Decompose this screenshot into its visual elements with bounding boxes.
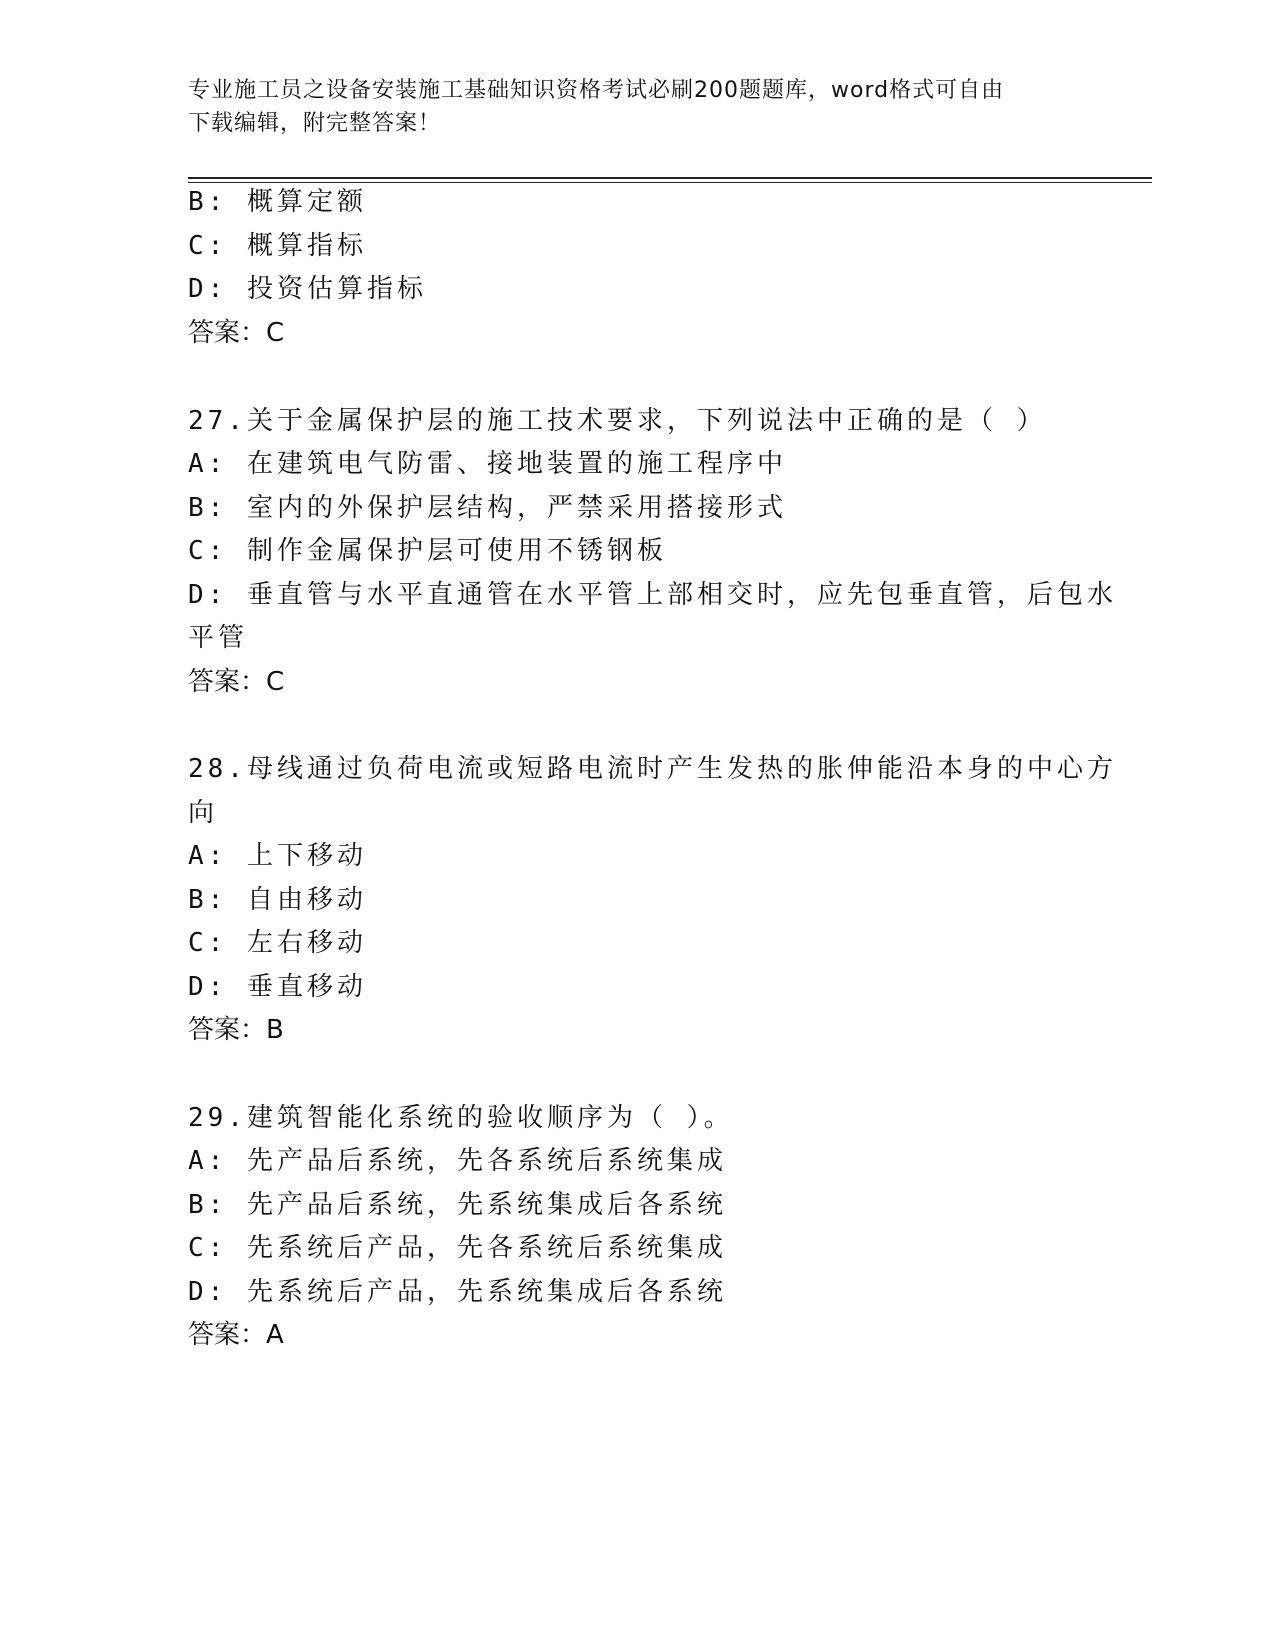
header-title-line2: 下载编辑，附完整答案！ <box>188 111 442 136</box>
q28-stem-line2: 向 <box>188 798 219 828</box>
q26-option-c: C: 概算指标 <box>188 231 367 261</box>
q29-answer: 答案：A <box>188 1320 284 1350</box>
q27-option-b: B: 室内的外保护层结构，严禁采用搭接形式 <box>188 493 787 523</box>
q26-answer: 答案：C <box>188 318 285 348</box>
q28-option-a: A: 上下移动 <box>188 841 367 871</box>
q27-option-d-line2: 平管 <box>188 623 249 653</box>
header-divider-thin <box>188 182 1152 183</box>
q26-option-d: D: 投资估算指标 <box>188 274 427 304</box>
q29-option-c: C: 先系统后产品，先各系统后系统集成 <box>188 1233 727 1263</box>
header-title-line1: 专业施工员之设备安装施工基础知识资格考试必刷200题题库，word格式可自由 <box>188 78 1005 103</box>
q29-stem: 29.建筑智能化系统的验收顺序为（ ）。 <box>188 1103 734 1133</box>
q28-option-b: B: 自由移动 <box>188 885 367 915</box>
q29-option-a: A: 先产品后系统，先各系统后系统集成 <box>188 1146 727 1176</box>
q29-option-d: D: 先系统后产品，先系统集成后各系统 <box>188 1277 727 1307</box>
q28-stem-line1: 28.母线通过负荷电流或短路电流时产生发热的胀伸能沿本身的中心方 <box>188 754 1117 784</box>
q26-option-b: B: 概算定额 <box>188 187 367 217</box>
q29-option-b: B: 先产品后系统，先系统集成后各系统 <box>188 1190 727 1220</box>
q27-answer: 答案：C <box>188 667 285 697</box>
q27-option-d-line1: D: 垂直管与水平直通管在水平管上部相交时，应先包垂直管，后包水 <box>188 580 1117 610</box>
header-divider-thick <box>188 177 1152 179</box>
q28-answer: 答案：B <box>188 1015 284 1045</box>
q27-option-c: C: 制作金属保护层可使用不锈钢板 <box>188 536 667 566</box>
q28-option-d: D: 垂直移动 <box>188 972 367 1002</box>
document-header <box>188 74 1078 140</box>
q27-stem: 27.关于金属保护层的施工技术要求，下列说法中正确的是（ ） <box>188 406 1047 436</box>
q28-option-c: C: 左右移动 <box>188 928 367 958</box>
q27-option-a: A: 在建筑电气防雷、接地装置的施工程序中 <box>188 449 787 479</box>
